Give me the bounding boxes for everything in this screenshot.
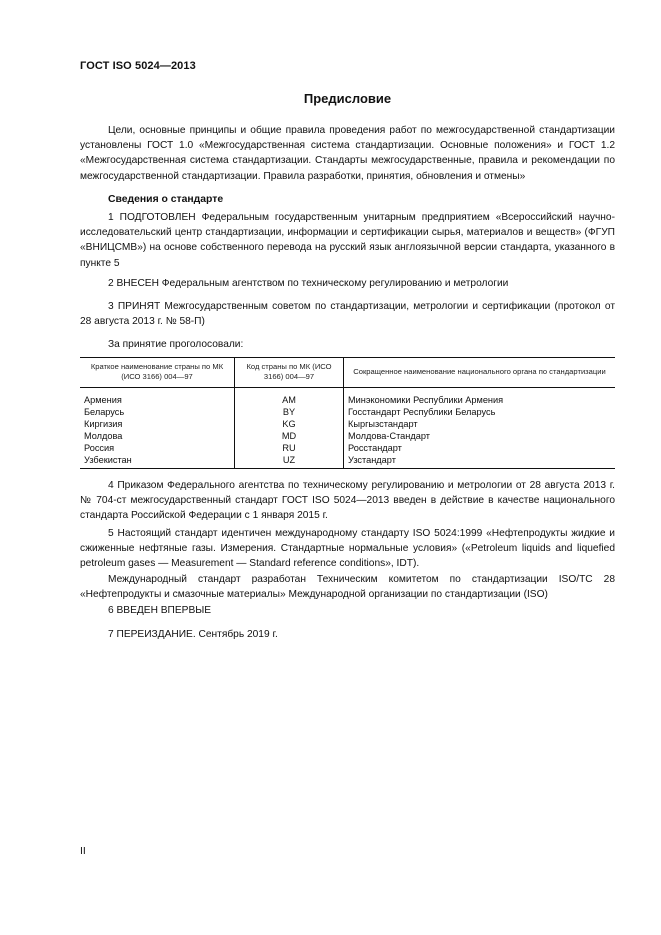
- country-cell: Армения: [84, 395, 122, 405]
- code-cell: AM: [235, 388, 344, 407]
- item-first: 6 ВВЕДЕН ВПЕРВЫЕ: [108, 605, 212, 616]
- body-cell: Молдова-Стандарт: [344, 430, 616, 442]
- header-country: Краткое наименование страны по МК (ИСО 3166) 004—97: [80, 358, 235, 388]
- body-cell: Минэкономики Республики Армения: [344, 388, 616, 407]
- body-cell: Кыргызстандарт: [344, 418, 616, 430]
- country-cell: Россия: [84, 443, 115, 453]
- item-order: 4 Приказом Федерального агентства по техническому регулированию и метрологии от 28 августа 2013 г. № 704-ст межгосударственный стандарт ГОСТ ISO 5024—2013 введен в действие в качестве национального стандарта Российской Федерации с 1 января 2015 г.: [80, 480, 615, 522]
- table-row: [80, 418, 615, 430]
- vote-label: За принятие проголосовали:: [108, 339, 244, 350]
- document-code: ГОСТ ISO 5024—2013: [80, 60, 196, 72]
- code-cell: RU: [235, 442, 344, 454]
- table-row: [80, 388, 615, 407]
- code-cell: UZ: [235, 454, 344, 469]
- code-cell: MD: [235, 430, 344, 442]
- country-cell: Киргизия: [84, 419, 123, 429]
- code-cell: BY: [235, 406, 344, 418]
- body-cell: Росстандарт: [344, 442, 616, 454]
- page-number: II: [80, 845, 86, 857]
- country-cell: Узбекистан: [80, 454, 235, 469]
- item-developed: Международный стандарт разработан Техническим комитетом по стандартизации ISO/TC 28 «Нефтепродукты и смазочные материалы» Международной организации по стандартизации (ISO): [80, 574, 615, 601]
- table-row: [80, 454, 615, 469]
- header-body: Сокращенное наименование национального органа по стандартизации: [344, 358, 616, 388]
- table-row: [80, 442, 615, 454]
- vote-table: [80, 357, 615, 469]
- table-row: [80, 430, 615, 442]
- header-code: Код страны по МК (ИСО 3166) 004—97: [235, 358, 344, 388]
- body-cell: Узстандарт: [344, 454, 616, 469]
- page-title: Предисловие: [303, 91, 392, 106]
- country-cell: Молдова: [84, 431, 123, 441]
- item-adopted: 3 ПРИНЯТ Межгосударственным советом по стандартизации, метрологии и сертификации (протокол от 28 августа 2013 г. № 58-П): [80, 301, 615, 328]
- item-identical: 5 Настоящий стандарт идентичен международному стандарту ISO 5024:1999 «Нефтепродукты жидкие и сжиженные нефтяные газы. Измерения. Стандартные нормальные условия» («Petroleum liquids and liquefied petroleum gases — Measurement — Standard reference conditions», IDT).: [80, 528, 615, 570]
- table-row: [80, 406, 615, 418]
- info-heading: Сведения о стандарте: [108, 194, 224, 205]
- intro-paragraph: Цели, основные принципы и общие правила проведения работ по межгосударственной стандартизации установлены ГОСТ 1.0 «Межгосударственная система стандартизации. Основные положения» и ГОСТ 1.2 «Межгосударственная система стандартизации. Стандарты межгосударственные, правила и рекомендации по межгосударственной стандартизации. Правила разработки, принятия, обновления и отмены»: [80, 125, 615, 182]
- body-cell: Госстандарт Республики Беларусь: [344, 406, 616, 418]
- item-prepared: 1 ПОДГОТОВЛЕН Федеральным государственным унитарным предприятием «Всероссийский научно-исследовательский центр стандартизации, информации и сертификации сырья, материалов и веществ» (ФГУП «ВНИЦСМВ») на основе собственного перевода на русский язык англоязычной версии стандарта, указанного в пункте 5: [80, 212, 615, 269]
- item-submitted: 2 ВНЕСЕН Федеральным агентством по техническому регулированию и метрологии: [108, 278, 509, 289]
- item-reissue: 7 ПЕРЕИЗДАНИЕ. Сентябрь 2019 г.: [108, 629, 278, 640]
- country-cell: Беларусь: [84, 407, 125, 417]
- code-cell: KG: [235, 418, 344, 430]
